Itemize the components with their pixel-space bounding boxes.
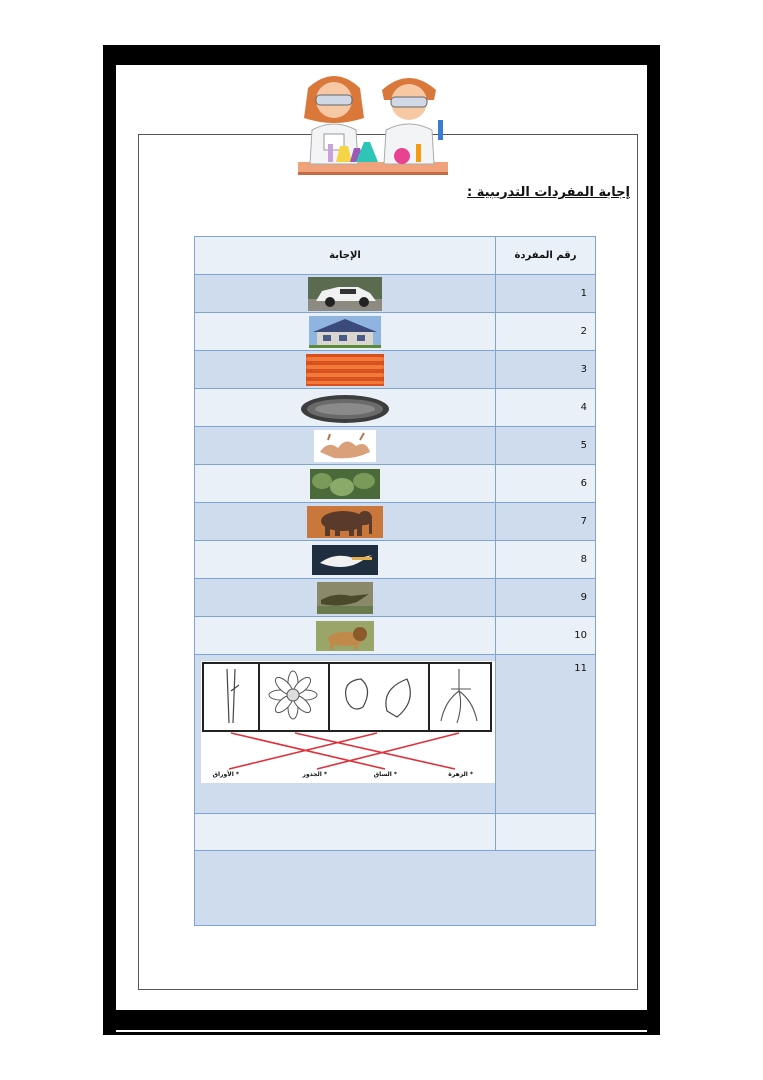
row-number: 5 [496,427,596,465]
row-number: 11 [496,655,596,814]
label-flower: * الزهرة [448,771,473,778]
table-row [195,427,596,465]
kids-scientists-illustration [298,66,448,178]
row-number: 10 [496,617,596,655]
crocodile-image [317,582,373,614]
table-row-empty [195,814,596,851]
frame-bottom-line [116,1030,647,1032]
table-row [195,503,596,541]
lion-image [316,621,374,651]
row-number: 2 [496,313,596,351]
header-number: رقم المفردة [496,237,596,275]
table-row [195,655,596,814]
label-leaves: * الأوراق [212,771,239,778]
matching-diagram-drawing [201,661,495,783]
ginger-root-image [314,430,376,462]
row-number: 8 [496,541,596,579]
header-answer: الإجابة [195,237,496,275]
table-row [195,541,596,579]
table-row [195,579,596,617]
table-row [195,389,596,427]
table-header-row [195,237,596,275]
carrots-image [306,354,384,386]
table-footer-row [195,851,596,926]
label-stem: * الساق [373,771,397,778]
house-image [309,316,381,348]
row-number: 9 [496,579,596,617]
pelican-image [312,545,378,575]
plant-parts-matching-diagram [201,661,495,783]
page-title: إجابة المفردات التدريبية : [467,185,630,200]
table-row [195,351,596,389]
answers-table [194,236,596,926]
elephant-image [307,506,383,538]
row-number: 4 [496,389,596,427]
table-row [195,313,596,351]
row-number: 3 [496,351,596,389]
label-roots: * الجذور [302,771,327,778]
sunflower-seeds-image [300,392,390,424]
row-number: 1 [496,275,596,313]
car-image [308,277,382,311]
row-number: 6 [496,465,596,503]
table-row [195,617,596,655]
table-row [195,465,596,503]
row-number: 7 [496,503,596,541]
table-row [195,275,596,313]
cactus-image [310,469,380,499]
